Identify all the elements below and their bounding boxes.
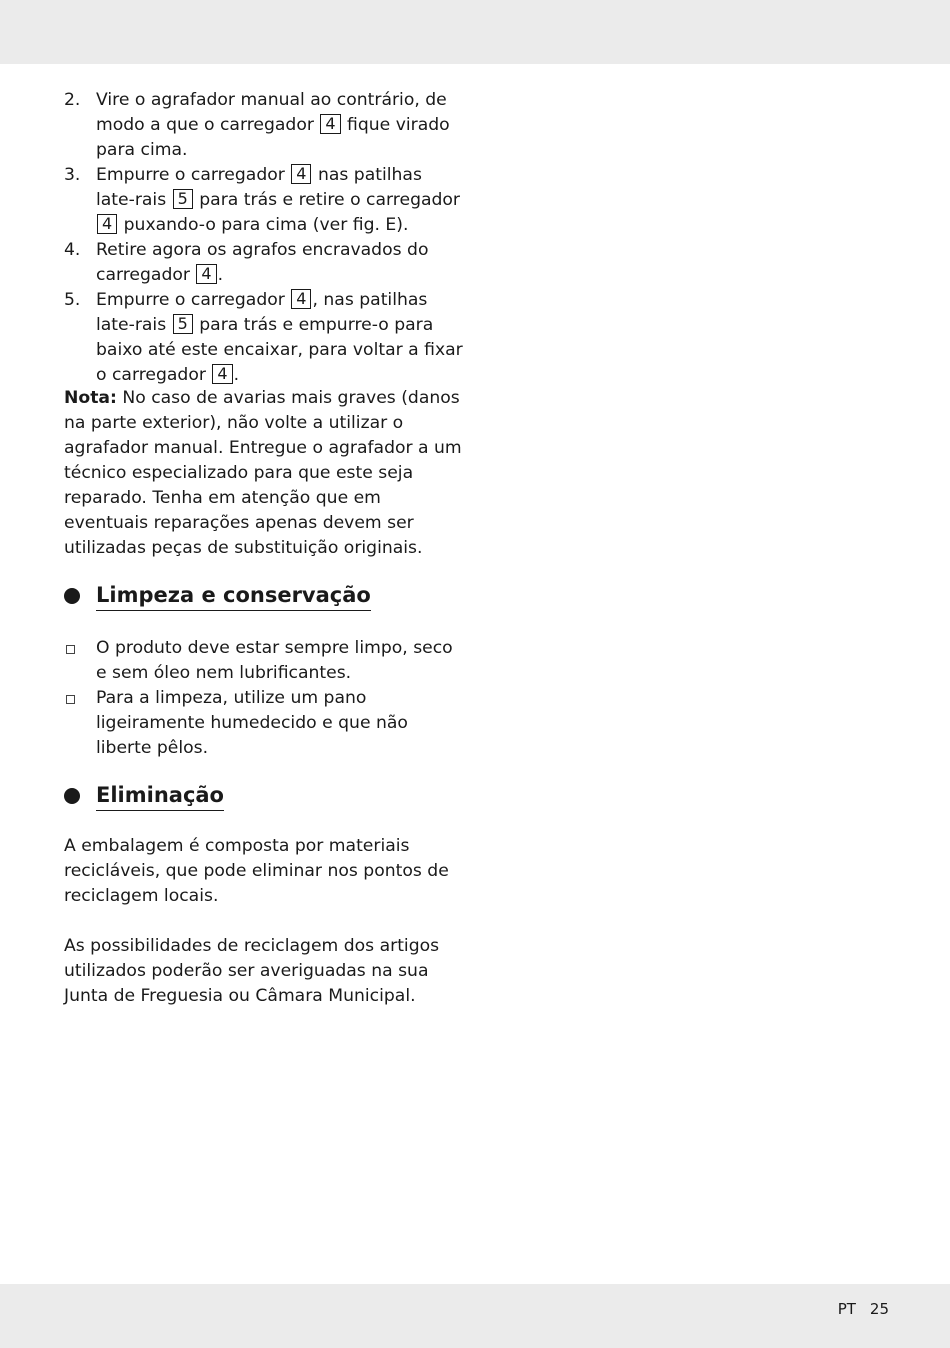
step-text: Empurre o carregador (96, 290, 291, 310)
section-heading-disposal (64, 782, 244, 812)
note-text: No caso de avarias mais graves (danos na parte exterior), não volte a utilizar o agrafador manual. Entregue o agrafador a um técnico especializado para que este seja reparado. Tenha em atenção que em eventuais reparações apenas devem ser utilizadas peças de substituição originais. (64, 388, 462, 558)
step-number: 3. (64, 165, 81, 185)
list-item-text: O produto deve estar sempre limpo, seco e sem óleo nem lubrificantes. (96, 638, 453, 683)
square-bullet-icon (66, 695, 75, 704)
note-label: Nota: (64, 388, 117, 408)
step-text: nas patilhas late-rais (96, 165, 422, 210)
header-band (0, 0, 950, 64)
note-paragraph (64, 386, 464, 561)
step-text: , nas patilhas late-rais (96, 290, 428, 335)
bullet-dot-icon (64, 588, 80, 604)
square-bullet-icon (66, 645, 75, 654)
step-text: para trás e retire o carregador (193, 190, 460, 210)
step-text: para trás e empurre-o para baixo até este encaixar, para voltar a fixar o carregador (96, 315, 463, 385)
steps-list (64, 88, 464, 388)
step-text: Empurre o carregador (96, 165, 291, 185)
part-ref-box: 4 (97, 214, 117, 234)
section-title: Eliminação (96, 782, 224, 811)
cleaning-list (64, 636, 464, 761)
section-title: Limpeza e conservação (96, 582, 371, 611)
part-ref-box: 5 (173, 189, 193, 209)
disposal-paragraph: As possibilidades de reciclagem dos artigos utilizados poderão ser averiguadas na sua Junta de Freguesia ou Câmara Municipal. (64, 936, 440, 1006)
part-ref-box: 4 (320, 114, 340, 134)
step-number: 5. (64, 290, 81, 310)
list-item (64, 686, 464, 761)
part-ref-box: 4 (291, 164, 311, 184)
step-text: Vire o agrafador manual ao contrário, de modo a que o carregador (96, 90, 447, 135)
step-text: Retire agora os agrafos encravados do carregador (96, 240, 429, 285)
list-item (64, 288, 464, 388)
step-number: 2. (64, 90, 81, 110)
section-heading-cleaning (64, 582, 384, 612)
list-item (64, 88, 464, 163)
step-text: fique virado para cima. (96, 115, 450, 160)
list-item-text: Para a limpeza, utilize um pano ligeiramente humedecido e que não liberte pêlos. (96, 688, 408, 758)
page-footer (838, 1300, 889, 1318)
disposal-paragraph: A embalagem é composta por materiais recicláveis, que pode eliminar nos pontos de reciclagem locais. (64, 836, 449, 906)
footer-band (0, 1284, 950, 1348)
list-item (64, 238, 464, 288)
step-text: . (217, 265, 224, 285)
step-text: puxando-o para cima (ver fig. E). (118, 215, 409, 235)
language-code: PT (837, 1300, 856, 1318)
part-ref-box: 5 (173, 314, 193, 334)
part-ref-box: 4 (212, 364, 232, 384)
page-number: 25 (869, 1300, 889, 1318)
step-number: 4. (64, 240, 81, 260)
list-item (64, 163, 464, 238)
part-ref-box: 4 (196, 264, 216, 284)
step-text: . (233, 365, 240, 385)
list-item (64, 636, 464, 686)
bullet-dot-icon (64, 788, 80, 804)
part-ref-box: 4 (291, 289, 311, 309)
